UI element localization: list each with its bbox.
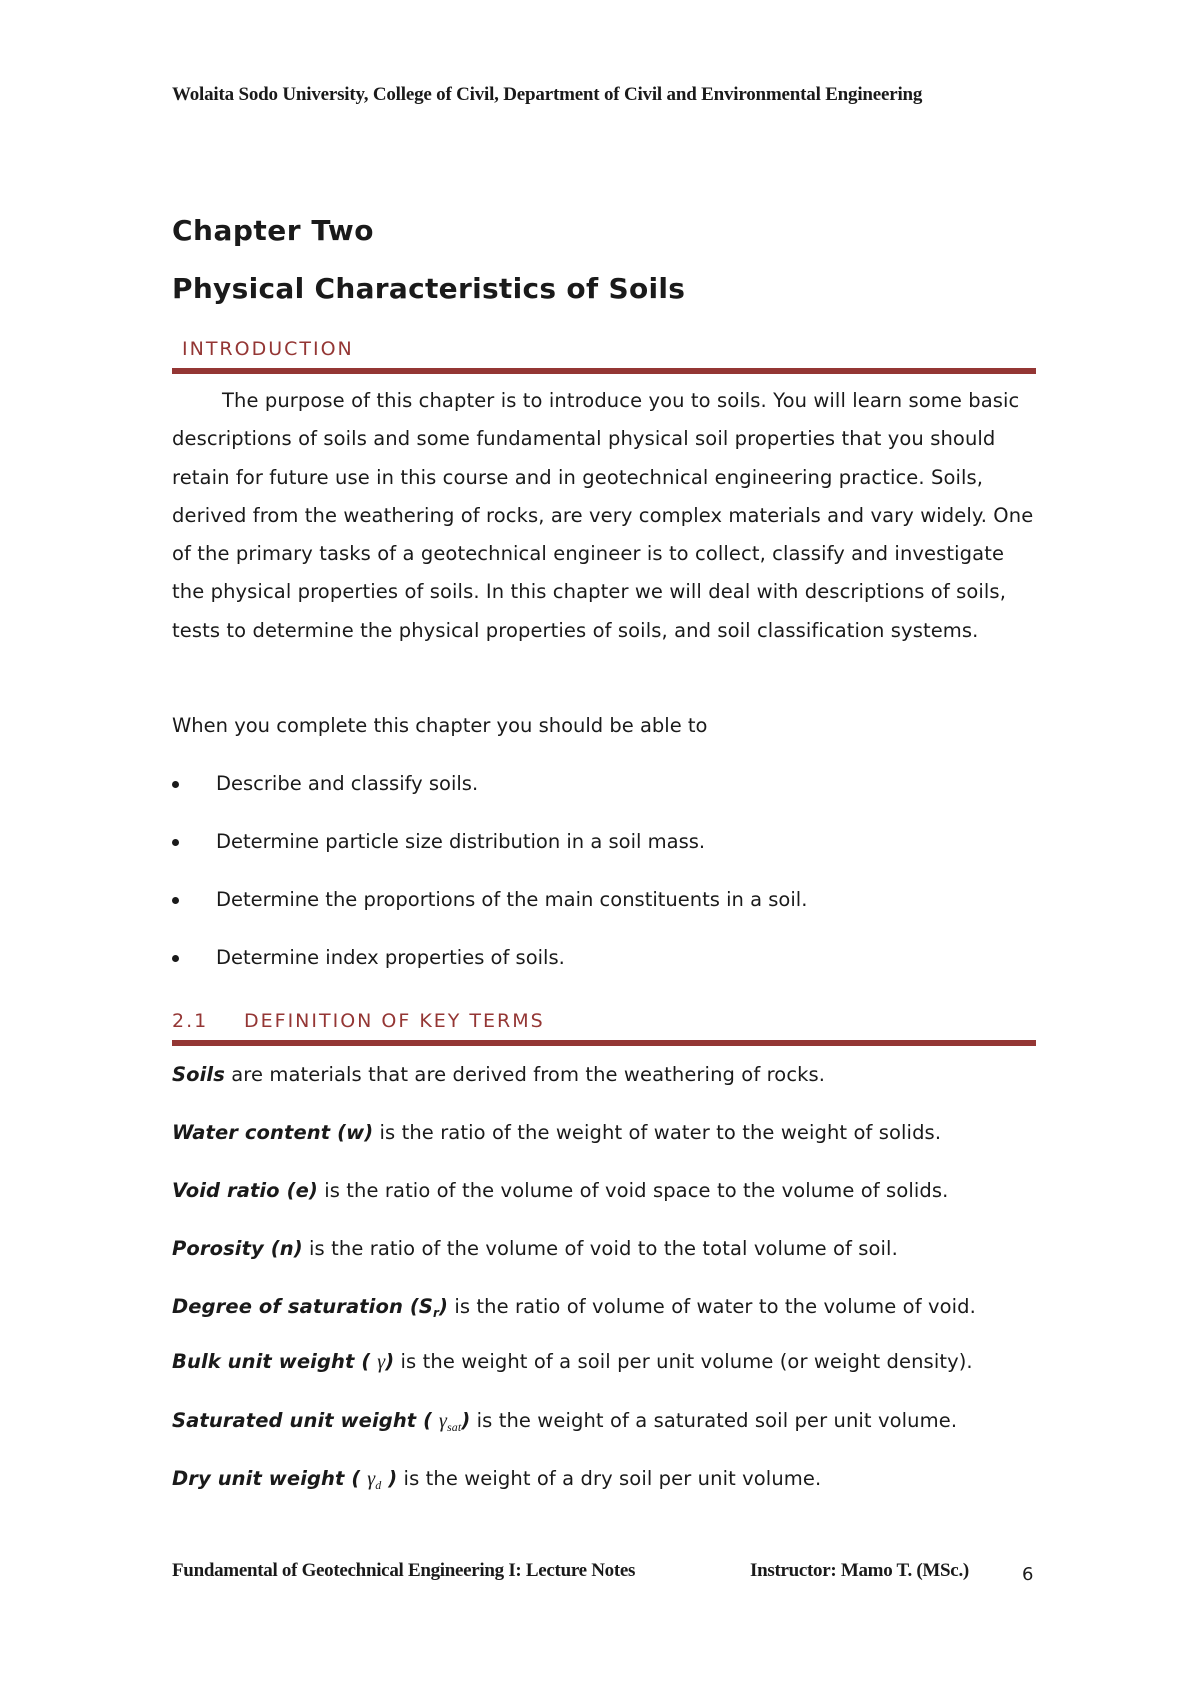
objective-text: Determine the proportions of the main constituents in a soil. (216, 888, 808, 911)
chapter-subtitle: Physical Characteristics of Soils (172, 272, 686, 305)
intro-heading-label: INTRODUCTION (182, 338, 354, 360)
term-close: ) (388, 1467, 398, 1490)
bullet-icon (172, 781, 179, 788)
chapter-title: Chapter Two (172, 214, 374, 247)
definition-text: are materials that are derived from the weathering of rocks. (224, 1063, 826, 1086)
section-title: DEFINITION OF KEY TERMS (244, 1010, 545, 1032)
term-text: Dry unit weight ( (172, 1467, 361, 1490)
definition-text: is the ratio of volume of water to the volume of void. (448, 1295, 976, 1318)
symbol-subscript: sat (447, 1420, 462, 1434)
intro-rule (172, 368, 1036, 374)
term-text: Saturated unit weight ( (172, 1409, 433, 1432)
definition-text: is the ratio of the volume of void to the total volume of soil. (302, 1237, 898, 1260)
definition-saturated-unit-weight (172, 1409, 957, 1435)
definition-text: is the weight of a dry soil per unit volume. (397, 1467, 822, 1490)
definition-term (172, 1467, 397, 1490)
objective-text: Describe and classify soils. (216, 772, 479, 795)
definition-text: is the weight of a soil per unit volume (or weight density). (394, 1350, 973, 1373)
term-close: ) (439, 1295, 449, 1318)
objectives-lead: When you complete this chapter you should be able to (172, 714, 708, 737)
definition-term (172, 1409, 470, 1432)
definition-porosity (172, 1237, 898, 1260)
definition-bulk-unit-weight (172, 1350, 973, 1374)
footer-instructor: Instructor: Mamo T. (MSc.) (750, 1560, 969, 1581)
intro-heading (172, 338, 1036, 360)
term-close: ) (385, 1350, 395, 1373)
intro-paragraph-text: The purpose of this chapter is to introduce you to soils. You will learn some basic descriptions of soils and some fundamental physical soil properties that you should retain for future use in this course and in geotechnical engineering practice. Soils, derived from the weathering of rocks, are very complex materials and vary widely. One of the primary tasks of a geotechnical engineer is to collect, classify and investigate the physical properties of soils. In this chapter we will deal with descriptions of soils, tests to determine the physical properties of soils, and soil classification systems. (172, 389, 1034, 642)
gamma-symbol: γ (439, 1410, 447, 1432)
definition-term: Soils (172, 1063, 225, 1086)
gamma-symbol: γ (367, 1468, 376, 1490)
term-close: ) (461, 1409, 471, 1432)
term-subscript: r (432, 1306, 440, 1320)
bullet-icon (172, 897, 179, 904)
gamma-symbol: γ (377, 1351, 386, 1373)
definition-term: Porosity (n) (172, 1237, 303, 1260)
definition-term (172, 1295, 448, 1318)
section-number: 2.1 (172, 1010, 209, 1032)
bullet-icon (172, 839, 179, 846)
intro-paragraph (172, 382, 1036, 650)
definition-text: is the ratio of the volume of void space to the volume of solids. (317, 1179, 949, 1202)
definition-text: is the weight of a saturated soil per unit volume. (470, 1409, 958, 1432)
symbol-subscript: d (375, 1478, 382, 1492)
footer-course-title: Fundamental of Geotechnical Engineering I: Lecture Notes (172, 1560, 636, 1581)
running-header: Wolaita Sodo University, College of Civil, Department of Civil and Environmental Engineering (172, 84, 923, 105)
definition-term: Water content (w) (172, 1121, 374, 1144)
page-number: 6 (1022, 1564, 1034, 1585)
section-2-1-rule (172, 1040, 1036, 1046)
definition-degree-of-saturation (172, 1295, 976, 1320)
term-text: Bulk unit weight ( (172, 1350, 371, 1373)
objective-text: Determine particle size distribution in a soil mass. (216, 830, 706, 853)
definition-text: is the ratio of the weight of water to the weight of solids. (373, 1121, 942, 1144)
definition-soils (172, 1063, 825, 1086)
objective-text: Determine index properties of soils. (216, 946, 565, 969)
definition-dry-unit-weight (172, 1467, 821, 1493)
bullet-icon (172, 955, 179, 962)
definition-term: Void ratio (e) (172, 1179, 318, 1202)
section-2-1-heading (172, 1010, 1036, 1032)
definition-void-ratio (172, 1179, 948, 1202)
term-text: Degree of saturation (S (172, 1295, 433, 1318)
definition-term (172, 1350, 394, 1373)
definition-water-content (172, 1121, 941, 1144)
